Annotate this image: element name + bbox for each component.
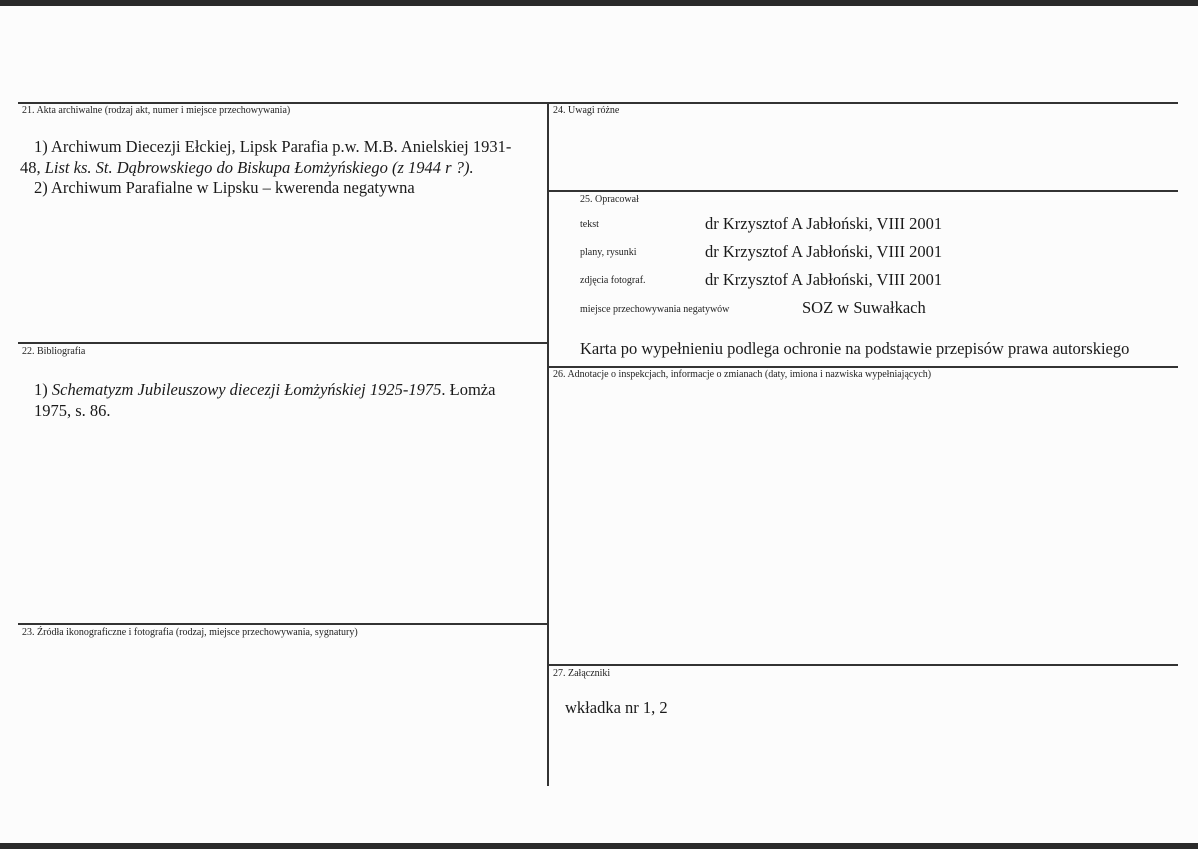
section-23-label: 23. Źródła ikonograficzne i fotografia (rodzaj, miejsce przechowywania, sygnatury) xyxy=(22,627,358,638)
section-21-item-1-line-1: 1) Archiwum Diecezji Ełckiej, Lipsk Parafia p.w. M.B. Anielskiej 1931- xyxy=(34,137,512,156)
section-22-label: 22. Bibliografia xyxy=(22,346,86,357)
section-24-rule xyxy=(547,102,1178,104)
section-22-item-1-line-2: 1975, s. 86. xyxy=(34,401,111,420)
section-21-item-1-line-2 xyxy=(20,157,474,178)
copyright-notice: Karta po wypełnieniu podlega ochronie na podstawie przepisów prawa autorskiego xyxy=(580,339,1130,358)
section-22-rule xyxy=(18,342,549,344)
section-25-row-negatives-value: SOZ w Suwałkach xyxy=(802,298,926,317)
section-25-row-negatives-label: miejsce przechowywania negatywów xyxy=(580,304,730,315)
section-25-label: 25. Opracował xyxy=(580,194,639,205)
scan-edge-top xyxy=(0,0,1198,6)
section-25-row-photos-label: zdjęcia fotograf. xyxy=(580,275,646,286)
section-22-item-1-line-1 xyxy=(34,379,495,400)
section-23-rule xyxy=(18,623,549,625)
section-24-label: 24. Uwagi różne xyxy=(553,105,620,116)
column-divider xyxy=(547,102,549,786)
section-27-value: wkładka nr 1, 2 xyxy=(565,698,668,717)
section-22-item-1-prefix: 1) xyxy=(34,380,52,399)
section-26-label: 26. Adnotacje o inspekcjach, informacje o zmianach (daty, imiona i nazwiska wypełniających) xyxy=(553,369,932,380)
section-21-item-1-italic: List ks. St. Dąbrowskiego do Biskupa Łomżyńskiego (z 1944 r ?). xyxy=(44,158,474,177)
section-25-row-text-value: dr Krzysztof A Jabłoński, VIII 2001 xyxy=(705,214,943,233)
section-22-item-1-suffix: . Łomża xyxy=(441,380,496,399)
section-25-row-plans-value: dr Krzysztof A Jabłoński, VIII 2001 xyxy=(705,242,943,261)
section-21-item-1-plain: 48, xyxy=(20,158,45,177)
section-21-item-2: 2) Archiwum Parafialne w Lipsku – kwerenda negatywna xyxy=(34,178,415,197)
section-22-item-1-italic: Schematyzm Jubileuszowy diecezji Łomżyńskiej 1925-1975 xyxy=(51,380,442,399)
scan-edge-bottom xyxy=(0,843,1198,849)
section-25-row-photos-value: dr Krzysztof A Jabłoński, VIII 2001 xyxy=(705,270,943,289)
section-25-row-text-label: tekst xyxy=(580,219,599,230)
section-27-rule xyxy=(547,664,1178,666)
section-21-rule xyxy=(18,102,549,104)
section-25-row-plans-label: plany, rysunki xyxy=(580,247,637,258)
section-27-label: 27. Załączniki xyxy=(553,668,611,679)
section-25-rule xyxy=(547,190,1178,192)
section-26-rule xyxy=(547,366,1178,368)
section-21-label: 21. Akta archiwalne (rodzaj akt, numer i miejsce przechowywania) xyxy=(22,105,291,116)
